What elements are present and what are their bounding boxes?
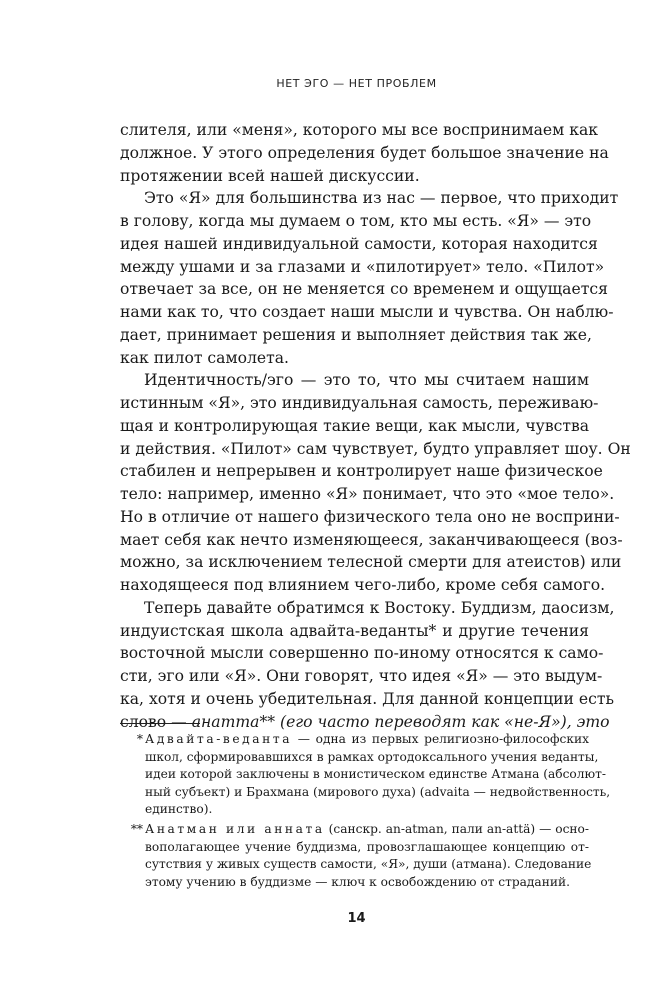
text-line: щая и контролирующая такие вещи, как мысли, чувства [120,416,590,435]
text-line: сутствия у живых существ самости, «Я», души (атмана). Следование [145,857,592,872]
text-line: истинным «Я», это индивидуальная самость, переживаю- [120,394,599,412]
footnote-term: Анатман или анната [145,821,325,836]
text-line [120,711,610,734]
text-line: нами как то, что создает наши мысли и чувства. Он наблю- [120,303,614,321]
paragraph [120,119,609,187]
paragraph [120,187,619,369]
text-line: слителя, или «меня», которого мы все воспринимаем как [120,121,598,139]
footnote-text: (санскр. an-atman, пали an-attä) — осно- [324,821,589,836]
text-line [145,731,589,749]
text-line: идеи которой заключены в монистическом единстве Атмана (абсолют- [145,767,606,782]
text-line: этому учению в буддизме — ключ к освобождению от страданий. [145,874,570,889]
text-line: Но в отличие от нашего физического тела оно не восприни- [120,507,620,526]
text-line: мает себя как нечто изменяющееся, заканчивающееся (воз- [120,530,623,549]
text-line: Теперь давайте обратимся к Востоку. Буддизм, даосизм, [144,598,615,617]
text-line: школ, сформировавшихся в рамках ортодоксального учения веданты, [145,749,599,764]
text-line [145,821,589,839]
running-head: НЕТ ЭГО — НЕТ ПРОБЛЕМ [276,77,437,90]
footnote-term: Адвайта-веданта [145,732,293,746]
footnote-marker: ** [130,821,143,836]
text-line: как пилот самолета. [120,348,289,367]
footnote [120,731,611,819]
text-line: сти, эго или «Я». Они говорят, что идея «Я» — это выдум- [120,667,603,685]
text-line: отвечает за все, он не меняется со временем и ощущается [120,280,608,299]
text-line: тело: например, именно «Я» понимает, что это «мое тело». [120,485,615,503]
footnote-text: — одна из первых религиозно-философских [292,732,589,746]
text-line: Это «Я» для большинства из нас — первое, что приходит [144,189,619,208]
text-line: индуистская школа адвайта-веданты* и другие течения [120,621,589,640]
text-line: между ушами и за глазами и «пилотирует» тело. «Пилот» [120,257,605,276]
paragraph [120,597,615,734]
text-italic-term: анатта** (его часто переводят как «не-Я»), это [191,712,610,731]
footnote-divider [120,723,200,724]
text-line: Идентичность/эго — это то, что мы считаем нашим [144,371,589,390]
text-line: в голову, когда мы думаем о том, кто мы есть. «Я» — это [120,212,592,230]
text-line: дает, принимает решения и выполняет действия так же, [120,325,592,344]
text-line: можно, за исключением телесной смерти для атеистов) или [120,553,622,572]
footnotes [120,731,611,893]
text-line: находящееся под влиянием чего-либо, кроме себя самого. [120,576,606,594]
text-line: восточной мысли совершенно по-иному относятся к само- [120,644,604,663]
text-line: идея нашей индивидуальной самости, которая находится [120,234,598,253]
text-line: протяжении всей нашей дискуссии. [120,166,420,185]
body-text [120,119,631,733]
text-line: и действия. «Пилот» сам чувствует, будто управляет шоу. Он [120,439,631,458]
footnote-marker: * [136,732,143,746]
text-line: ка, хотя и очень убедительная. Для данной концепции есть [120,689,614,708]
text-line: должное. У этого определения будет большое значение на [120,143,609,162]
paragraph [120,369,631,597]
text-line: единство). [145,802,213,817]
text-line: ный субъект) и Брахмана (мирового духа) (advaita — недвойственность, [145,784,611,799]
text-line: стабилен и непрерывен и контролирует наше физическое [120,462,603,481]
page-number: 14 [347,911,366,926]
footnote [120,821,592,891]
text-line: вополагающее учение буддизма, провозглашающее концепцию от- [145,839,589,854]
text-plain: слово — [120,712,192,731]
